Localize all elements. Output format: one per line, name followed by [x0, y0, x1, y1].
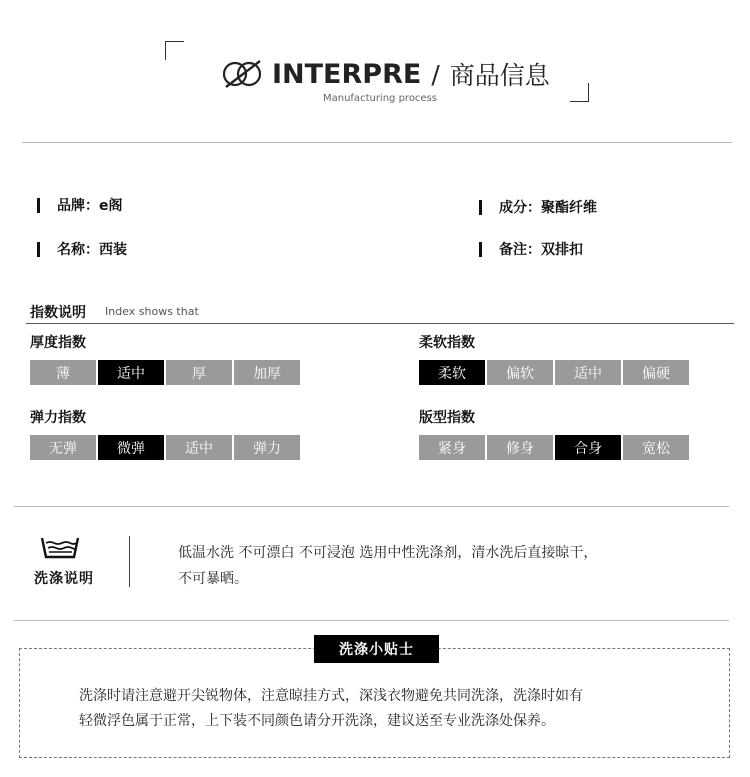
info-marker — [479, 200, 482, 215]
index-group-title: 版型指数 — [419, 410, 475, 426]
wash-instructions — [178, 540, 678, 592]
wash-divider — [129, 536, 130, 587]
info-composition-text: 成分：聚酯纤维 — [499, 200, 597, 216]
divider — [14, 620, 729, 621]
index-option: 加厚 — [234, 360, 300, 385]
index-option: 偏硬 — [623, 360, 689, 385]
info-name-text: 名称：西装 — [57, 242, 127, 258]
page-title: 商品信息 — [449, 61, 550, 90]
index-option: 微弹 — [98, 435, 164, 460]
index-option: 修身 — [487, 435, 553, 460]
divider — [14, 506, 729, 507]
index-subtitle: Index shows that — [105, 305, 199, 318]
info-remark — [479, 239, 583, 259]
index-option: 无弹 — [30, 435, 96, 460]
info-name — [37, 239, 127, 259]
index-group-title: 厚度指数 — [30, 335, 86, 351]
corner-top-left — [165, 41, 184, 60]
index-option: 适中 — [98, 360, 164, 385]
index-group-fit — [419, 407, 691, 460]
info-brand-text: 品牌：e阁 — [57, 198, 123, 214]
index-title: 指数说明 — [30, 305, 86, 321]
info-marker — [479, 242, 482, 257]
title-separator: / — [431, 59, 440, 89]
index-scale — [30, 360, 302, 385]
info-marker — [37, 242, 40, 257]
info-composition — [479, 197, 597, 217]
index-group-softness — [419, 332, 691, 385]
wash-line-1: 低温水洗 不可漂白 不可浸泡 选用中性洗涤剂，清水洗后直接晾干， — [178, 545, 598, 561]
index-scale — [419, 360, 691, 385]
wash-label: 洗涤说明 — [34, 571, 94, 587]
index-option: 薄 — [30, 360, 96, 385]
index-option: 适中 — [166, 435, 232, 460]
tips-line-1: 洗涤时请注意避开尖锐物体，注意晾挂方式，深浅衣物避免共同洗涤，洗涤时如有 — [79, 688, 583, 704]
index-option: 合身 — [555, 435, 621, 460]
wash-line-2: 不可暴晒。 — [178, 571, 248, 587]
index-scale — [30, 435, 302, 460]
info-marker — [37, 198, 40, 213]
info-remark-text: 备注：双排扣 — [499, 242, 583, 258]
index-option: 适中 — [555, 360, 621, 385]
header-brand-row — [222, 56, 550, 92]
tips-line-2: 轻微浮色属于正常，上下装不同颜色请分开洗涤，建议送至专业洗涤处保养。 — [79, 713, 555, 729]
index-option: 厚 — [166, 360, 232, 385]
tips-title: 洗涤小贴士 — [314, 635, 439, 663]
divider — [22, 142, 732, 143]
index-option: 偏软 — [487, 360, 553, 385]
page-subtitle: Manufacturing process — [322, 93, 438, 104]
brand-name: INTERPRE — [272, 58, 422, 90]
corner-bottom-right — [570, 83, 589, 102]
index-option: 弹力 — [234, 435, 300, 460]
tips-text — [79, 684, 679, 734]
index-option: 宽松 — [623, 435, 689, 460]
wash-basin-icon — [40, 536, 80, 564]
index-group-title: 柔软指数 — [419, 335, 475, 351]
index-group-thickness — [30, 332, 302, 385]
index-scale — [419, 435, 691, 460]
index-group-elasticity — [30, 407, 302, 460]
index-group-title: 弹力指数 — [30, 410, 86, 426]
interpre-logo-icon — [222, 59, 264, 89]
info-brand — [37, 195, 123, 215]
index-option: 柔软 — [419, 360, 485, 385]
index-divider — [26, 323, 734, 324]
index-option: 紧身 — [419, 435, 485, 460]
